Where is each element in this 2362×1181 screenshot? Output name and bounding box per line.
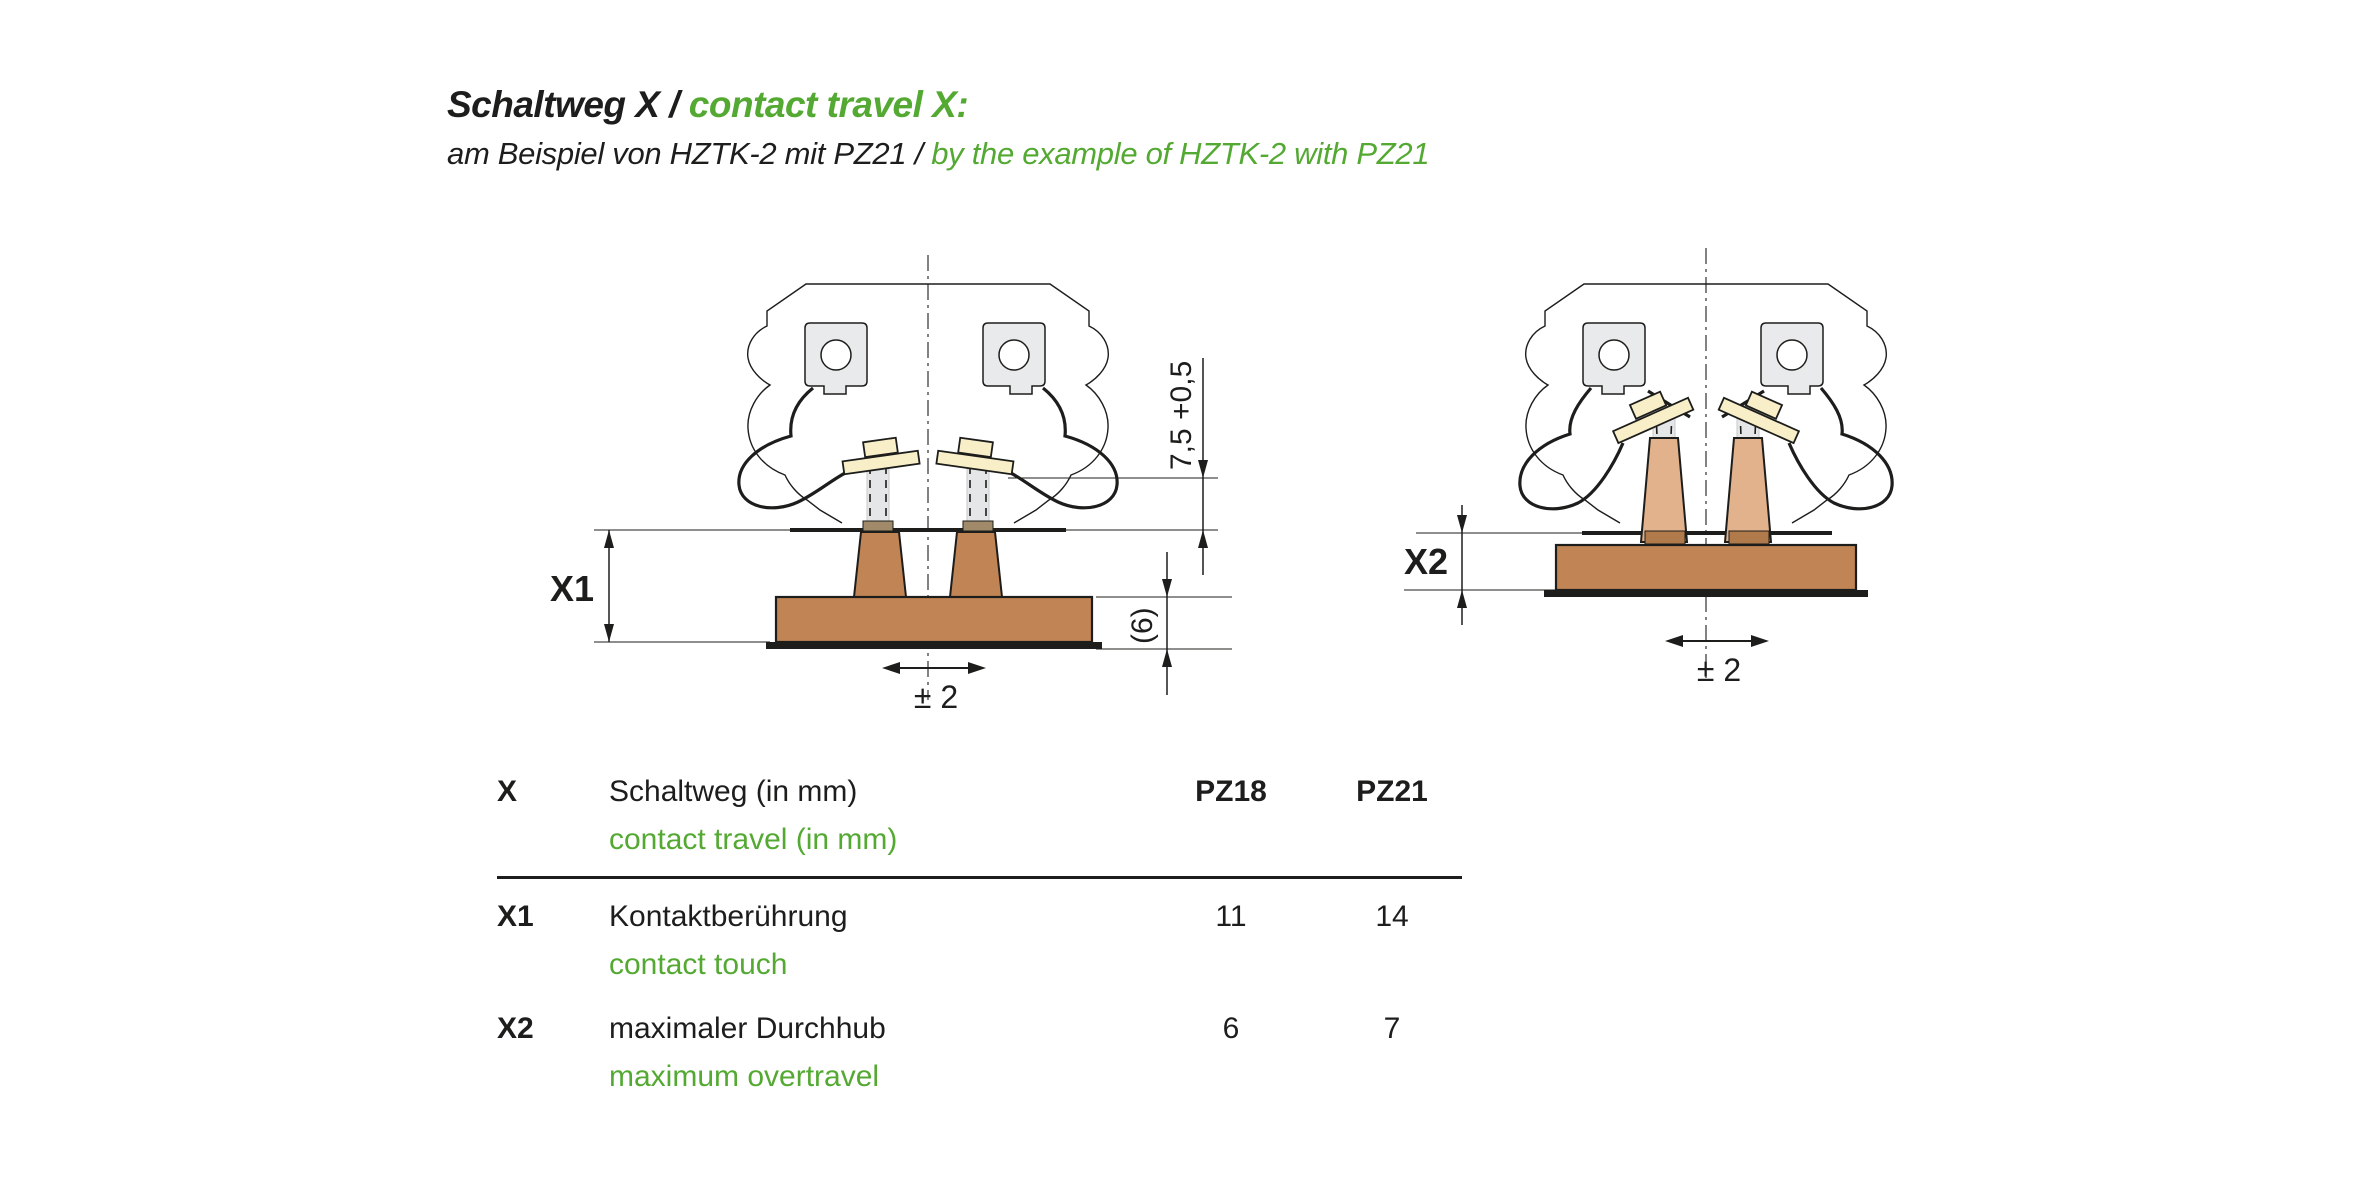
tolerance-label: ± 2	[1696, 652, 1742, 688]
pusher-right-seat	[1729, 531, 1769, 544]
contact-pin-right	[963, 466, 993, 531]
ceramic-base	[776, 597, 1092, 642]
header-desc-en: contact travel (in mm)	[609, 823, 898, 856]
header-key: X	[497, 775, 518, 808]
table-rule	[497, 876, 1462, 879]
header-desc-de: Schaltweg (in mm)	[609, 775, 858, 808]
spring-arm-right	[1789, 388, 1892, 509]
right-diagram	[1404, 248, 1892, 688]
spring-arm-left	[1520, 388, 1623, 509]
dimension-x2	[1404, 505, 1467, 625]
header-desc	[609, 768, 1145, 864]
table-header-row	[497, 768, 1467, 864]
row-desc	[609, 1005, 1145, 1101]
ceramic-base	[1556, 545, 1856, 590]
dimension-contact-height	[1165, 358, 1208, 575]
subtitle-en: by the example of HZTK-2 with PZ21	[931, 136, 1430, 171]
terminal-right	[983, 323, 1045, 394]
header-col-pz21: PZ21	[1356, 775, 1428, 808]
pusher-left	[1641, 438, 1687, 542]
base-thickness-label: (6)	[1126, 607, 1159, 644]
ceramic-post-left	[854, 532, 906, 597]
travel-table	[497, 768, 1467, 1101]
pusher-left-seat	[1645, 531, 1685, 544]
terminal-left	[805, 323, 867, 394]
ceramic-post-right	[950, 532, 1002, 597]
terminal-right	[1761, 323, 1823, 394]
row-desc-de: maximaler Durchhub	[609, 1012, 886, 1045]
dimension-base-thickness	[1096, 552, 1232, 695]
row-value-pz21: 14	[1375, 900, 1409, 933]
header-col-pz18: PZ18	[1195, 775, 1267, 808]
table-row	[497, 1005, 1467, 1101]
row-desc-de: Kontaktberührung	[609, 900, 848, 933]
row-desc-en: maximum overtravel	[609, 1060, 880, 1093]
left-diagram	[550, 255, 1232, 715]
contact-height-label: 7,5 +0,5	[1165, 360, 1198, 470]
dimension-tolerance	[882, 662, 986, 715]
terminal-left	[1583, 323, 1645, 394]
row-value-pz18: 6	[1222, 1012, 1240, 1045]
table-row	[497, 893, 1467, 989]
contact-pin-left	[863, 466, 893, 531]
dimension-x1	[550, 530, 614, 642]
row-value-pz21: 7	[1383, 1012, 1401, 1045]
base-plate	[1544, 590, 1868, 597]
x2-label: X2	[1403, 541, 1448, 582]
x1-label: X1	[549, 568, 594, 609]
row-desc	[609, 893, 1145, 989]
subtitle-de: am Beispiel von HZTK-2 mit PZ21 /	[447, 136, 932, 171]
title-de: Schaltweg X /	[447, 84, 689, 125]
pusher-right	[1725, 438, 1771, 542]
tolerance-label: ± 2	[913, 679, 959, 715]
title-en: contact travel X:	[688, 84, 969, 125]
row-desc-en: contact touch	[609, 948, 788, 981]
dimension-tolerance	[1665, 635, 1769, 688]
row-key: X2	[497, 1012, 534, 1045]
row-value-pz18: 11	[1215, 900, 1247, 933]
base-plate	[766, 642, 1102, 649]
housing-outline-left	[748, 284, 928, 523]
contact-pad-left	[840, 435, 919, 474]
contact-pad-right	[936, 435, 1015, 474]
row-key: X1	[497, 900, 534, 933]
housing-outline-right	[928, 284, 1108, 523]
